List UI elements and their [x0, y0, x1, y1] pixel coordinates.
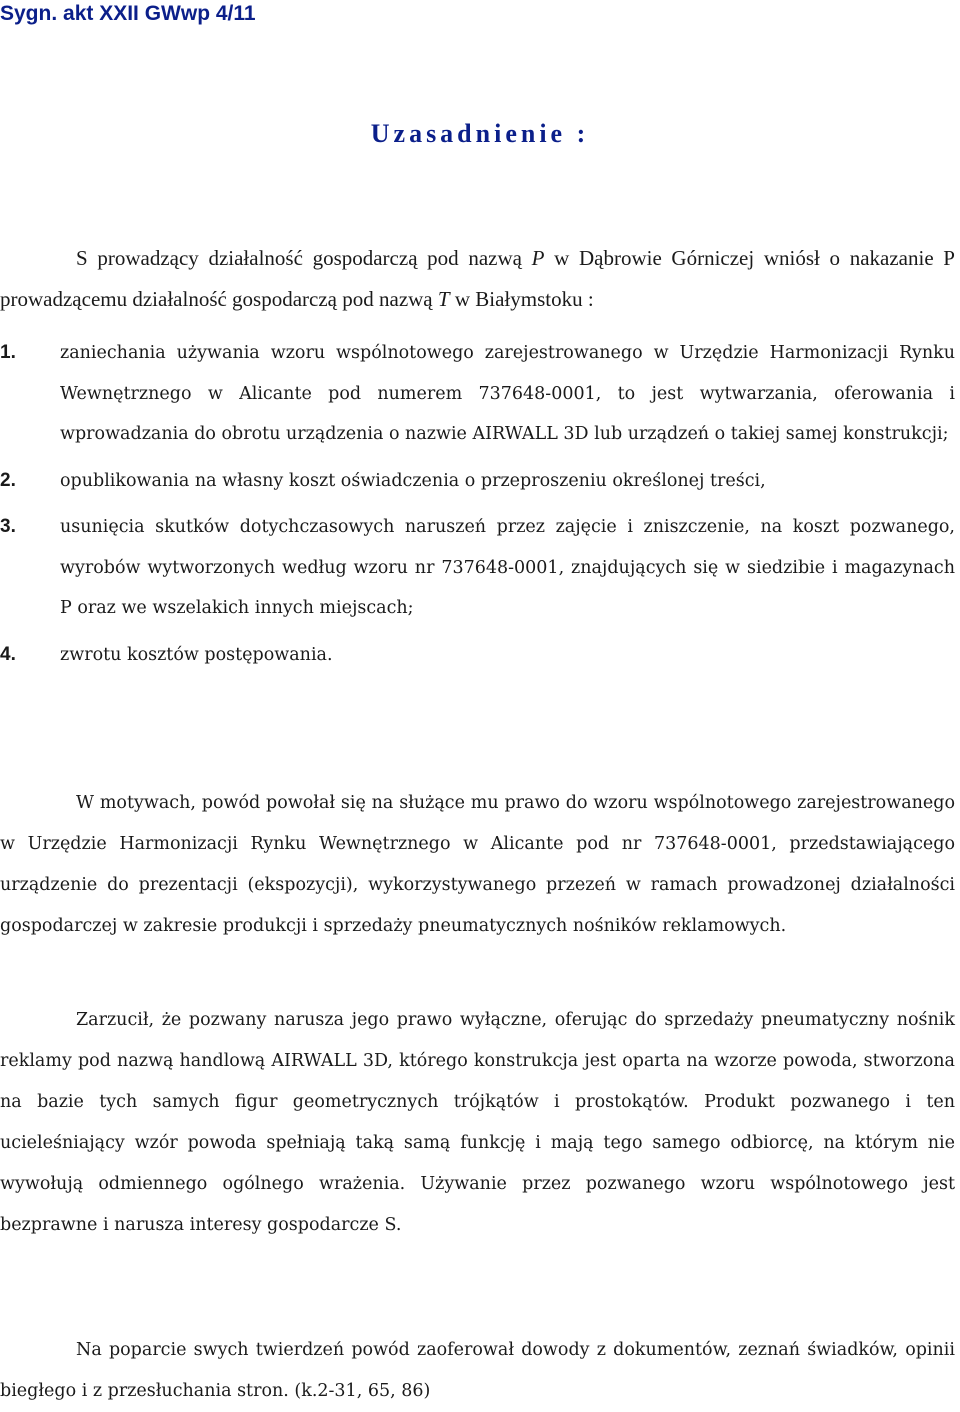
list-item-number: 4.: [0, 643, 16, 665]
list-item-number: 2.: [0, 469, 16, 491]
accusation-paragraph: [0, 1000, 955, 1246]
motives-paragraph: [0, 783, 955, 947]
case-signature: Sygn. akt XXII GWwp 4/11: [0, 2, 256, 25]
intro-text-2: w Dąbrowie Górniczej wniósł o nakazanie P prowadzącemu działalność gospodarczą pod nazwą: [0, 246, 955, 311]
list-item-text: zaniechania używania wzoru wspólnotowego zarejestrowanego w Urzędzie Harmonizacji Rynku Wewnętrznego w Alicante pod numerem 737648-0001, to jest wytwarzania, oferowania i wprowadzania do obrotu urządzenia o nazwie AIRWALL 3D lub urządzeń o takiej samej konstrukcji;: [60, 343, 955, 444]
list-item: [0, 635, 955, 676]
list-item: [0, 333, 955, 455]
evidence-text: Na poparcie swych twierdzeń powód zaoferował dowody z dokumentów, zeznań świadków, opinii biegłego i z przesłuchania stron. (k.2-31, 65, 86): [0, 1340, 955, 1401]
motives-text: W motywach, powód powołał się na służące mu prawo do wzoru wspólnotowego zarejestrowanego w Urzędzie Harmonizacji Rynku Wewnętrznego w Alicante pod nr 737648-0001, przedstawiającego urządzenie do prezentacji (ekspozycji), wykorzystywanego przezeń w ramach prowadzonej działalności gospodarczej w zakresie produkcji i sprzedaży pneumatycznych nośników reklamowych.: [0, 793, 955, 936]
list-item-number: 1.: [0, 342, 16, 363]
demands-list: [0, 333, 955, 675]
list-item-text: zwrotu kosztów postępowania.: [60, 644, 333, 665]
list-item: [0, 461, 955, 502]
evidence-paragraph: [0, 1330, 955, 1412]
list-item-text: usunięcia skutków dotychczasowych naruszeń przez zajęcie i zniszczenie, na koszt pozwanego, wyrobów wytworzonych według wzoru nr 737648-0001, znajdujących się w siedzibie i magazynach P oraz we wszelakich innych miejscach;: [60, 517, 955, 618]
intro-paragraph: [0, 238, 955, 320]
plaintiff-business-name: P: [531, 246, 545, 270]
accusation-text: Zarzucił, że pozwany narusza jego prawo wyłączne, oferując do sprzedaży pneumatyczny nośnik reklamy pod nazwą handlową AIRWALL 3D, którego konstrukcja jest oparta na wzorze powoda, stworzona na bazie tych samych figur geometrycznych trójkątów i prostokątów. Produkt pozwanego i ten ucieleśniający wzór powoda spełniają taką samą funkcję i mają tego samego odbiorcę, na którym nie wywołują odmiennego ogólnego wrażenia. Używanie przez pozwanego wzoru wspólnotowego jest bezprawne i narusza interesy gospodarcze S.: [0, 1010, 955, 1235]
list-item-text: opublikowania na własny koszt oświadczenia o przeproszeniu określonej treści,: [60, 470, 766, 491]
document-heading: Uzasadnienie :: [370, 119, 590, 148]
intro-text-3: w Białymstoku :: [449, 287, 594, 311]
intro-text-1: S prowadzący działalność gospodarczą pod nazwą: [76, 246, 532, 270]
defendant-business-name: T: [437, 287, 450, 311]
list-item: [0, 507, 955, 629]
list-item-number: 3.: [0, 516, 16, 537]
